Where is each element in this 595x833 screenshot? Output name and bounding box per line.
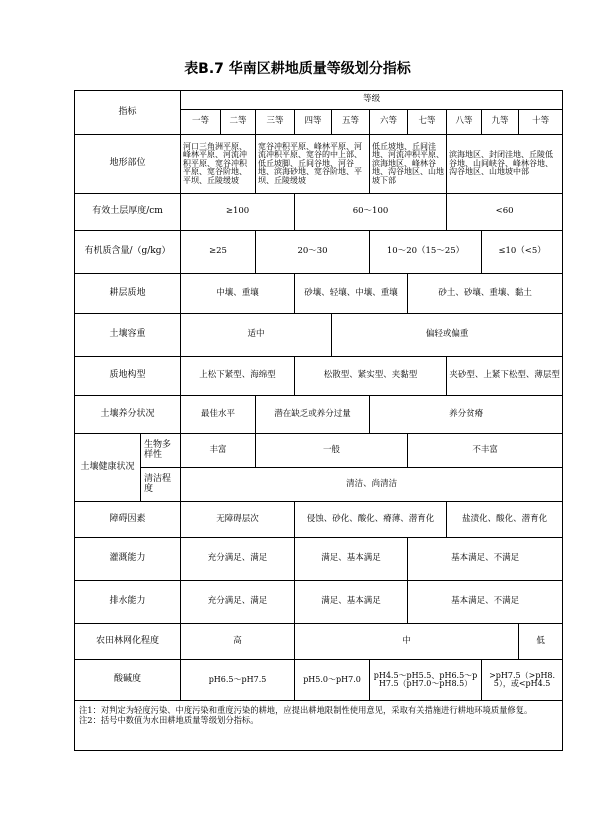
structure-c3: 夹砂型、上紧下松型、薄层型 bbox=[447, 357, 563, 396]
grade-10: 十等 bbox=[519, 110, 563, 135]
cleanliness-c1: 清洁、尚清洁 bbox=[181, 468, 563, 502]
landform-label: 地形部位 bbox=[75, 135, 181, 194]
nutrient-label: 土壤养分状况 bbox=[75, 396, 181, 434]
biodiversity-label: 生物多样性 bbox=[141, 434, 181, 468]
indicator-header: 指标 bbox=[75, 91, 181, 135]
note-2: 注2：括号中数值为水田耕地质量等级划分指标。 bbox=[79, 715, 259, 726]
notes bbox=[75, 701, 563, 751]
structure-c1: 上松下紧型、海绵型 bbox=[181, 357, 295, 396]
ph-c3: pH4.5～pH5.5、pH6.5～pH7.5（pH7.0～pH8.5） bbox=[370, 660, 482, 701]
drainage-c1: 充分满足、满足 bbox=[181, 581, 295, 624]
obstacle-c2: 侵蚀、砂化、酸化、瘠薄、潜育化 bbox=[295, 502, 447, 538]
landform-grade-8-10: 滨海地区、封闭洼地、丘陵低谷地、山间峡谷、峰林谷地、沟谷地区、山地坡中部 bbox=[447, 135, 563, 194]
grade-2: 二等 bbox=[221, 110, 256, 135]
grade-header: 等级 bbox=[181, 91, 563, 110]
landform-grade-6-7: 低丘坡地、丘间洼地、河流冲积平原、滨海地区、峰林谷地、沟谷地区、山地坡下部 bbox=[370, 135, 447, 194]
irrigation-c2: 满足、基本满足 bbox=[295, 538, 408, 581]
nutrient-c1: 最佳水平 bbox=[181, 396, 256, 434]
obstacle-label: 障碍因素 bbox=[75, 502, 181, 538]
drainage-label: 排水能力 bbox=[75, 581, 181, 624]
grade-6: 六等 bbox=[370, 110, 408, 135]
grade-7: 七等 bbox=[408, 110, 447, 135]
grade-3: 三等 bbox=[256, 110, 295, 135]
organic-c1: ≥25 bbox=[181, 231, 256, 274]
shelterbelt-label: 农田林网化程度 bbox=[75, 624, 181, 660]
soil-depth-low: <60 bbox=[447, 194, 563, 231]
structure-c2: 松散型、紧实型、夹黏型 bbox=[295, 357, 447, 396]
grade-8: 八等 bbox=[447, 110, 482, 135]
landform-grade-3-5: 宽谷冲积平原、峰林平原、河流冲积平原、宽谷的中上部、低丘坡脚、丘间谷地、河谷地、滨海砂地、宽谷阶地、平坝、丘陵缓坡 bbox=[256, 135, 370, 194]
texture-c3: 砂土、砂壤、重壤、黏土 bbox=[408, 274, 563, 314]
bulk-density-label: 土壤容重 bbox=[75, 314, 181, 357]
biodiversity-c2: 一般 bbox=[256, 434, 408, 468]
shelterbelt-c1: 高 bbox=[181, 624, 295, 660]
ph-c4: >pH7.5（>pH8.5），或<pH4.5 bbox=[482, 660, 563, 701]
biodiversity-c1: 丰富 bbox=[181, 434, 256, 468]
drainage-c3: 基本满足、不满足 bbox=[408, 581, 563, 624]
biodiversity-c3: 不丰富 bbox=[408, 434, 563, 468]
soil-depth-label: 有效土层厚度/cm bbox=[75, 194, 181, 231]
ph-c2: pH5.0～pH7.0 bbox=[295, 660, 370, 701]
nutrient-c3: 养分贫瘠 bbox=[370, 396, 563, 434]
drainage-c2: 满足、基本满足 bbox=[295, 581, 408, 624]
grading-table bbox=[74, 90, 563, 751]
nutrient-c2: 潜在缺乏或养分过量 bbox=[256, 396, 370, 434]
landform-grade-1-2: 河口三角洲平原、峰林平原、河流冲积平原、宽谷冲积平原、宽谷阶地、平坝、丘陵缓坡 bbox=[181, 135, 256, 194]
texture-label: 耕层质地 bbox=[75, 274, 181, 314]
table-title: 表B.7 华南区耕地质量等级划分指标 bbox=[184, 61, 411, 77]
organic-c3: 10～20（15～25） bbox=[370, 231, 482, 274]
texture-c2: 砂壤、轻壤、中壤、重壤 bbox=[295, 274, 408, 314]
note-1: 注1：对判定为轻度污染、中度污染和重度污染的耕地，应提出耕地限制性使用意见，采取有关措施进行耕地环境质量修复。 bbox=[79, 705, 533, 715]
grade-9: 九等 bbox=[482, 110, 519, 135]
shelterbelt-c3: 低 bbox=[519, 624, 563, 660]
ph-c1: pH6.5～pH7.5 bbox=[181, 660, 295, 701]
irrigation-c1: 充分满足、满足 bbox=[181, 538, 295, 581]
organic-c4: ≤10（<5） bbox=[482, 231, 563, 274]
ph-label: 酸碱度 bbox=[75, 660, 181, 701]
shelterbelt-c2: 中 bbox=[295, 624, 519, 660]
texture-c1: 中壤、重壤 bbox=[181, 274, 295, 314]
irrigation-c3: 基本满足、不满足 bbox=[408, 538, 563, 581]
soil-depth-high: ≥100 bbox=[181, 194, 295, 231]
grade-1: 一等 bbox=[181, 110, 221, 135]
bulk-density-c2: 偏轻或偏重 bbox=[332, 314, 563, 357]
obstacle-c3: 盐渍化、酸化、潜育化 bbox=[447, 502, 563, 538]
organic-c2: 20～30 bbox=[256, 231, 370, 274]
bulk-density-c1: 适中 bbox=[181, 314, 332, 357]
grade-4: 四等 bbox=[295, 110, 332, 135]
organic-label: 有机质含量/（g/kg） bbox=[75, 231, 181, 274]
soil-depth-mid: 60～100 bbox=[295, 194, 447, 231]
health-label: 土壤健康状况 bbox=[75, 434, 141, 502]
grade-5: 五等 bbox=[332, 110, 370, 135]
cleanliness-label: 清洁程度 bbox=[141, 468, 181, 502]
obstacle-c1: 无障碍层次 bbox=[181, 502, 295, 538]
structure-label: 质地构型 bbox=[75, 357, 181, 396]
irrigation-label: 灌溉能力 bbox=[75, 538, 181, 581]
